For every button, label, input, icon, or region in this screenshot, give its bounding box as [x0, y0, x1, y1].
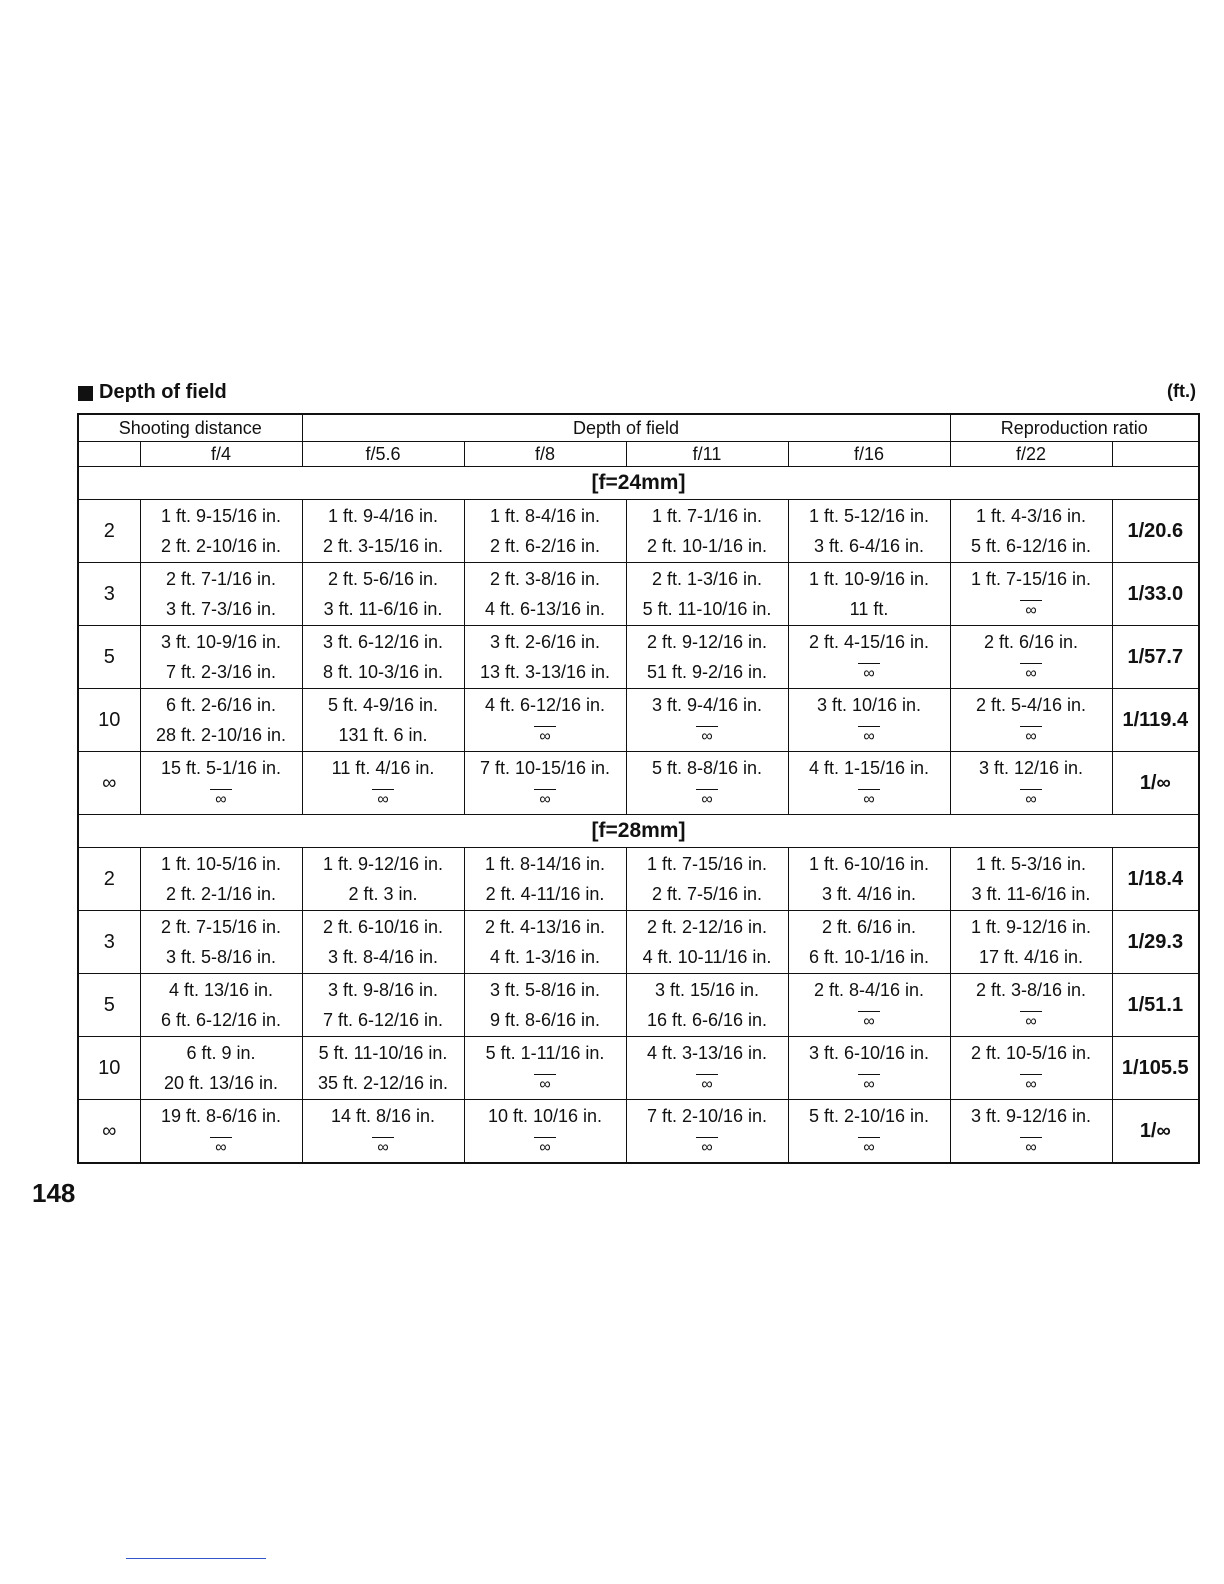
- near-limit: 4 ft. 13/16 in.: [168, 980, 274, 1000]
- depth-of-field-cell: [140, 752, 302, 815]
- reproduction-ratio-cell: 1/29.3: [1112, 911, 1199, 974]
- near-limit: 14 ft. 8/16 in.: [330, 1106, 436, 1126]
- depth-of-field-cell: [788, 626, 950, 689]
- depth-of-field-cell: [626, 500, 788, 563]
- far-limit: 3 ft. 4/16 in.: [821, 884, 917, 904]
- infinity-symbol: ∞: [210, 789, 232, 810]
- infinity-symbol: ∞: [858, 1011, 880, 1032]
- shooting-distance-cell: 2: [78, 500, 140, 563]
- infinity-symbol: ∞: [696, 1074, 718, 1095]
- shooting-distance-cell: 5: [78, 974, 140, 1037]
- near-limit: 1 ft. 9-12/16 in.: [322, 854, 444, 874]
- far-limit: 3 ft. 7-3/16 in.: [165, 599, 277, 619]
- depth-of-field-cell: [140, 689, 302, 752]
- shooting-distance-cell: 5: [78, 626, 140, 689]
- depth-of-field-cell: [302, 626, 464, 689]
- near-limit: 2 ft. 6-10/16 in.: [322, 917, 444, 937]
- infinity-symbol: ∞: [1020, 789, 1042, 810]
- aperture-header: f/22: [950, 442, 1112, 467]
- near-limit: 1 ft. 8-14/16 in.: [484, 854, 606, 874]
- near-limit: 5 ft. 11-10/16 in.: [318, 1043, 448, 1063]
- shooting-distance-cell: 3: [78, 911, 140, 974]
- depth-of-field-cell: [950, 1100, 1112, 1164]
- infinity-symbol: ∞: [858, 789, 880, 810]
- header-row-main: [78, 414, 1199, 442]
- aperture-header: f/5.6: [302, 442, 464, 467]
- focal-length-label: [f=24mm]: [78, 467, 1199, 500]
- depth-of-field-cell: [626, 848, 788, 911]
- near-limit: 1 ft. 4-3/16 in.: [975, 506, 1087, 526]
- far-limit: 4 ft. 1-3/16 in.: [489, 947, 601, 967]
- far-limit-infinity: [627, 1068, 788, 1098]
- far-limit-infinity: [789, 1005, 950, 1035]
- far-limit-infinity: [789, 1068, 950, 1098]
- reproduction-ratio-cell: 1/51.1: [1112, 974, 1199, 1037]
- far-limit: 7 ft. 6-12/16 in.: [322, 1010, 444, 1030]
- depth-of-field-cell: [302, 1037, 464, 1100]
- table-row: [78, 1100, 1199, 1164]
- far-limit-infinity: [951, 720, 1112, 750]
- near-limit: 3 ft. 6-10/16 in.: [808, 1043, 930, 1063]
- infinity-symbol: ∞: [534, 726, 556, 747]
- header-row-apertures: [78, 442, 1199, 467]
- depth-of-field-cell: [626, 974, 788, 1037]
- depth-of-field-cell: [464, 1037, 626, 1100]
- depth-of-field-cell: [464, 500, 626, 563]
- near-limit: 1 ft. 10-5/16 in.: [160, 854, 282, 874]
- near-limit: 3 ft. 9-12/16 in.: [970, 1106, 1092, 1126]
- far-limit-infinity: [951, 594, 1112, 624]
- shooting-distance-cell: ∞: [78, 1100, 140, 1164]
- far-limit: 2 ft. 7-5/16 in.: [651, 884, 763, 904]
- reproduction-ratio-cell: 1/57.7: [1112, 626, 1199, 689]
- far-limit-infinity: [465, 1131, 626, 1161]
- near-limit: 2 ft. 4-13/16 in.: [484, 917, 606, 937]
- near-limit: 7 ft. 10-15/16 in.: [479, 758, 611, 778]
- far-limit: 20 ft. 13/16 in.: [163, 1073, 279, 1093]
- far-limit: 5 ft. 6-12/16 in.: [970, 536, 1092, 556]
- infinity-symbol: ∞: [534, 1074, 556, 1095]
- reproduction-ratio-cell: 1/∞: [1112, 1100, 1199, 1164]
- near-limit: 4 ft. 3-13/16 in.: [646, 1043, 768, 1063]
- near-limit: 1 ft. 7-15/16 in.: [646, 854, 768, 874]
- near-limit: 1 ft. 5-12/16 in.: [808, 506, 930, 526]
- depth-of-field-cell: [950, 563, 1112, 626]
- shooting-distance-cell: 2: [78, 848, 140, 911]
- depth-of-field-cell: [950, 626, 1112, 689]
- far-limit: 3 ft. 8-4/16 in.: [327, 947, 439, 967]
- infinity-symbol: ∞: [696, 789, 718, 810]
- depth-of-field-cell: [788, 911, 950, 974]
- depth-of-field-header: Depth of field: [302, 414, 950, 442]
- near-limit: 5 ft. 4-9/16 in.: [327, 695, 439, 715]
- far-limit: 13 ft. 3-13/16 in.: [479, 662, 611, 682]
- near-limit: 1 ft. 9-15/16 in.: [160, 506, 282, 526]
- depth-of-field-cell: [464, 752, 626, 815]
- far-limit-infinity: [627, 1131, 788, 1161]
- depth-of-field-cell: [302, 752, 464, 815]
- near-limit: 1 ft. 9-12/16 in.: [970, 917, 1092, 937]
- table-row: [78, 1037, 1199, 1100]
- square-bullet-icon: [78, 386, 93, 401]
- far-limit: 28 ft. 2-10/16 in.: [155, 725, 287, 745]
- section-row: [78, 467, 1199, 500]
- far-limit: 5 ft. 11-10/16 in.: [642, 599, 772, 619]
- far-limit: 3 ft. 5-8/16 in.: [165, 947, 277, 967]
- depth-of-field-cell: [140, 848, 302, 911]
- depth-of-field-cell: [788, 752, 950, 815]
- table-row: [78, 689, 1199, 752]
- near-limit: 15 ft. 5-1/16 in.: [160, 758, 282, 778]
- near-limit: 2 ft. 5-6/16 in.: [327, 569, 439, 589]
- far-limit-infinity: [789, 657, 950, 687]
- infinity-symbol: ∞: [696, 726, 718, 747]
- near-limit: 2 ft. 7-1/16 in.: [165, 569, 277, 589]
- far-limit-infinity: [141, 783, 302, 813]
- near-limit: 6 ft. 9 in.: [186, 1043, 256, 1063]
- depth-of-field-cell: [950, 974, 1112, 1037]
- depth-of-field-cell: [626, 911, 788, 974]
- depth-of-field-cell: [788, 500, 950, 563]
- header-blank-cell: [78, 442, 140, 467]
- depth-of-field-cell: [140, 911, 302, 974]
- depth-of-field-cell: [950, 848, 1112, 911]
- infinity-symbol: ∞: [534, 789, 556, 810]
- far-limit-infinity: [303, 783, 464, 813]
- near-limit: 3 ft. 12/16 in.: [978, 758, 1084, 778]
- far-limit: 2 ft. 3 in.: [348, 884, 418, 904]
- near-limit: 1 ft. 5-3/16 in.: [975, 854, 1087, 874]
- near-limit: 2 ft. 6/16 in.: [984, 632, 1079, 652]
- near-limit: 11 ft. 4/16 in.: [331, 758, 435, 778]
- near-limit: 4 ft. 6-12/16 in.: [484, 695, 606, 715]
- far-limit-infinity: [951, 783, 1112, 813]
- aperture-header: f/8: [464, 442, 626, 467]
- near-limit: 1 ft. 7-15/16 in.: [970, 569, 1092, 589]
- depth-of-field-cell: [464, 626, 626, 689]
- near-limit: 2 ft. 2-12/16 in.: [646, 917, 768, 937]
- depth-of-field-cell: [626, 1037, 788, 1100]
- far-limit: 7 ft. 2-3/16 in.: [165, 662, 277, 682]
- far-limit: 3 ft. 11-6/16 in.: [971, 884, 1091, 904]
- unit-label: (ft.): [1167, 381, 1196, 401]
- depth-of-field-cell: [788, 848, 950, 911]
- infinity-symbol: ∞: [372, 789, 394, 810]
- far-limit-infinity: [951, 657, 1112, 687]
- depth-of-field-cell: [788, 1037, 950, 1100]
- near-limit: 3 ft. 15/16 in.: [654, 980, 760, 1000]
- reproduction-ratio-cell: 1/119.4: [1112, 689, 1199, 752]
- infinity-symbol: ∞: [858, 726, 880, 747]
- depth-of-field-cell: [302, 689, 464, 752]
- shooting-distance-cell: 10: [78, 689, 140, 752]
- far-limit: 4 ft. 10-11/16 in.: [642, 947, 772, 967]
- far-limit-infinity: [627, 720, 788, 750]
- far-limit: 2 ft. 2-1/16 in.: [165, 884, 277, 904]
- far-limit-infinity: [789, 720, 950, 750]
- far-limit: 131 ft. 6 in.: [338, 725, 428, 745]
- far-limit-infinity: [951, 1068, 1112, 1098]
- reproduction-ratio-cell: 1/105.5: [1112, 1037, 1199, 1100]
- near-limit: 5 ft. 2-10/16 in.: [808, 1106, 930, 1126]
- infinity-symbol: ∞: [1020, 1011, 1042, 1032]
- near-limit: 3 ft. 10-9/16 in.: [160, 632, 282, 652]
- infinity-symbol: ∞: [696, 1137, 718, 1158]
- far-limit-infinity: [627, 783, 788, 813]
- infinity-symbol: ∞: [210, 1137, 232, 1158]
- table-row: [78, 752, 1199, 815]
- infinity-symbol: ∞: [1020, 726, 1042, 747]
- infinity-symbol: ∞: [858, 1074, 880, 1095]
- depth-of-field-cell: [626, 626, 788, 689]
- table-row: [78, 500, 1199, 563]
- reproduction-ratio-cell: 1/∞: [1112, 752, 1199, 815]
- near-limit: 2 ft. 7-15/16 in.: [160, 917, 282, 937]
- near-limit: 3 ft. 9-4/16 in.: [651, 695, 763, 715]
- depth-of-field-cell: [788, 563, 950, 626]
- aperture-header: f/11: [626, 442, 788, 467]
- far-limit: 17 ft. 4/16 in.: [978, 947, 1084, 967]
- far-limit: 2 ft. 10-1/16 in.: [646, 536, 768, 556]
- near-limit: 1 ft. 9-4/16 in.: [327, 506, 439, 526]
- far-limit-infinity: [465, 1068, 626, 1098]
- infinity-symbol: ∞: [372, 1137, 394, 1158]
- depth-of-field-cell: [302, 500, 464, 563]
- near-limit: 5 ft. 8-8/16 in.: [651, 758, 763, 778]
- far-limit: 2 ft. 3-15/16 in.: [322, 536, 444, 556]
- aperture-header: f/16: [788, 442, 950, 467]
- near-limit: 7 ft. 2-10/16 in.: [646, 1106, 768, 1126]
- near-limit: 3 ft. 6-12/16 in.: [322, 632, 444, 652]
- depth-of-field-cell: [464, 911, 626, 974]
- depth-of-field-cell: [140, 563, 302, 626]
- far-limit-infinity: [465, 783, 626, 813]
- near-limit: 3 ft. 5-8/16 in.: [489, 980, 601, 1000]
- far-limit: 3 ft. 6-4/16 in.: [813, 536, 925, 556]
- near-limit: 2 ft. 10-5/16 in.: [970, 1043, 1092, 1063]
- near-limit: 1 ft. 10-9/16 in.: [808, 569, 930, 589]
- far-limit: 6 ft. 10-1/16 in.: [808, 947, 930, 967]
- far-limit: 2 ft. 4-11/16 in.: [485, 884, 605, 904]
- far-limit: 9 ft. 8-6/16 in.: [489, 1010, 601, 1030]
- reproduction-ratio-header: Reproduction ratio: [950, 414, 1199, 442]
- far-limit: 8 ft. 10-3/16 in.: [322, 662, 444, 682]
- depth-of-field-cell: [302, 974, 464, 1037]
- near-limit: 6 ft. 2-6/16 in.: [165, 695, 277, 715]
- shooting-distance-cell: ∞: [78, 752, 140, 815]
- depth-of-field-cell: [302, 563, 464, 626]
- near-limit: 2 ft. 1-3/16 in.: [651, 569, 763, 589]
- far-limit: 11 ft.: [849, 599, 889, 619]
- near-limit: 1 ft. 8-4/16 in.: [489, 506, 601, 526]
- far-limit-infinity: [141, 1131, 302, 1161]
- table-row: [78, 626, 1199, 689]
- table-row: [78, 563, 1199, 626]
- table-row: [78, 911, 1199, 974]
- near-limit: 5 ft. 1-11/16 in.: [485, 1043, 605, 1063]
- near-limit: 19 ft. 8-6/16 in.: [160, 1106, 282, 1126]
- depth-of-field-cell: [788, 974, 950, 1037]
- near-limit: 3 ft. 2-6/16 in.: [489, 632, 601, 652]
- far-limit-infinity: [303, 1131, 464, 1161]
- depth-of-field-cell: [464, 1100, 626, 1164]
- infinity-symbol: ∞: [1020, 1074, 1042, 1095]
- section-heading: [78, 381, 1196, 407]
- near-limit: 2 ft. 6/16 in.: [821, 917, 917, 937]
- infinity-symbol: ∞: [534, 1137, 556, 1158]
- depth-of-field-cell: [626, 1100, 788, 1164]
- infinity-symbol: ∞: [1020, 1137, 1042, 1158]
- depth-of-field-cell: [788, 689, 950, 752]
- shooting-distance-cell: 10: [78, 1037, 140, 1100]
- far-limit: 4 ft. 6-13/16 in.: [484, 599, 606, 619]
- far-limit-infinity: [789, 1131, 950, 1161]
- infinity-symbol: ∞: [858, 1137, 880, 1158]
- depth-of-field-cell: [140, 974, 302, 1037]
- reproduction-ratio-cell: 1/18.4: [1112, 848, 1199, 911]
- reproduction-ratio-cell: 1/20.6: [1112, 500, 1199, 563]
- far-limit-infinity: [951, 1131, 1112, 1161]
- depth-of-field-cell: [950, 1037, 1112, 1100]
- shooting-distance-header: Shooting distance: [78, 414, 302, 442]
- far-limit: 51 ft. 9-2/16 in.: [646, 662, 768, 682]
- depth-of-field-cell: [464, 563, 626, 626]
- depth-of-field-cell: [464, 974, 626, 1037]
- footer-rule: [126, 1558, 266, 1559]
- near-limit: 2 ft. 9-12/16 in.: [646, 632, 768, 652]
- near-limit: 3 ft. 9-8/16 in.: [327, 980, 439, 1000]
- far-limit-infinity: [789, 783, 950, 813]
- infinity-symbol: ∞: [1020, 600, 1042, 621]
- near-limit: 2 ft. 8-4/16 in.: [813, 980, 925, 1000]
- near-limit: 1 ft. 7-1/16 in.: [651, 506, 763, 526]
- near-limit: 2 ft. 5-4/16 in.: [975, 695, 1087, 715]
- near-limit: 4 ft. 1-15/16 in.: [808, 758, 930, 778]
- page-number: 148: [32, 1178, 76, 1208]
- near-limit: 2 ft. 3-8/16 in.: [975, 980, 1087, 1000]
- depth-of-field-cell: [950, 911, 1112, 974]
- focal-length-label: [f=28mm]: [78, 815, 1199, 848]
- depth-of-field-cell: [626, 689, 788, 752]
- section-row: [78, 815, 1199, 848]
- depth-of-field-cell: [140, 1100, 302, 1164]
- table-row: [78, 848, 1199, 911]
- far-limit: 6 ft. 6-12/16 in.: [160, 1010, 282, 1030]
- near-limit: 1 ft. 6-10/16 in.: [808, 854, 930, 874]
- section-title: Depth of field: [99, 381, 227, 403]
- depth-of-field-cell: [302, 911, 464, 974]
- depth-of-field-cell: [950, 500, 1112, 563]
- depth-of-field-cell: [302, 848, 464, 911]
- depth-of-field-cell: [464, 848, 626, 911]
- far-limit-infinity: [951, 1005, 1112, 1035]
- far-limit: 3 ft. 11-6/16 in.: [323, 599, 443, 619]
- depth-of-field-cell: [140, 1037, 302, 1100]
- depth-of-field-cell: [302, 1100, 464, 1164]
- header-blank-cell: [1112, 442, 1199, 467]
- far-limit: 2 ft. 2-10/16 in.: [160, 536, 282, 556]
- depth-of-field-cell: [140, 626, 302, 689]
- near-limit: 2 ft. 4-15/16 in.: [808, 632, 930, 652]
- table-row: [78, 974, 1199, 1037]
- far-limit: 35 ft. 2-12/16 in.: [317, 1073, 449, 1093]
- depth-of-field-table: [77, 413, 1200, 1164]
- reproduction-ratio-cell: 1/33.0: [1112, 563, 1199, 626]
- aperture-header: f/4: [140, 442, 302, 467]
- near-limit: 3 ft. 10/16 in.: [816, 695, 922, 715]
- depth-of-field-cell: [788, 1100, 950, 1164]
- shooting-distance-cell: 3: [78, 563, 140, 626]
- depth-of-field-cell: [950, 752, 1112, 815]
- infinity-symbol: ∞: [1020, 663, 1042, 684]
- near-limit: 2 ft. 3-8/16 in.: [489, 569, 601, 589]
- depth-of-field-cell: [626, 752, 788, 815]
- far-limit: 2 ft. 6-2/16 in.: [489, 536, 601, 556]
- depth-of-field-cell: [464, 689, 626, 752]
- far-limit: 16 ft. 6-6/16 in.: [646, 1010, 768, 1030]
- far-limit-infinity: [465, 720, 626, 750]
- depth-of-field-cell: [950, 689, 1112, 752]
- depth-of-field-cell: [140, 500, 302, 563]
- infinity-symbol: ∞: [858, 663, 880, 684]
- near-limit: 10 ft. 10/16 in.: [487, 1106, 603, 1126]
- depth-of-field-cell: [626, 563, 788, 626]
